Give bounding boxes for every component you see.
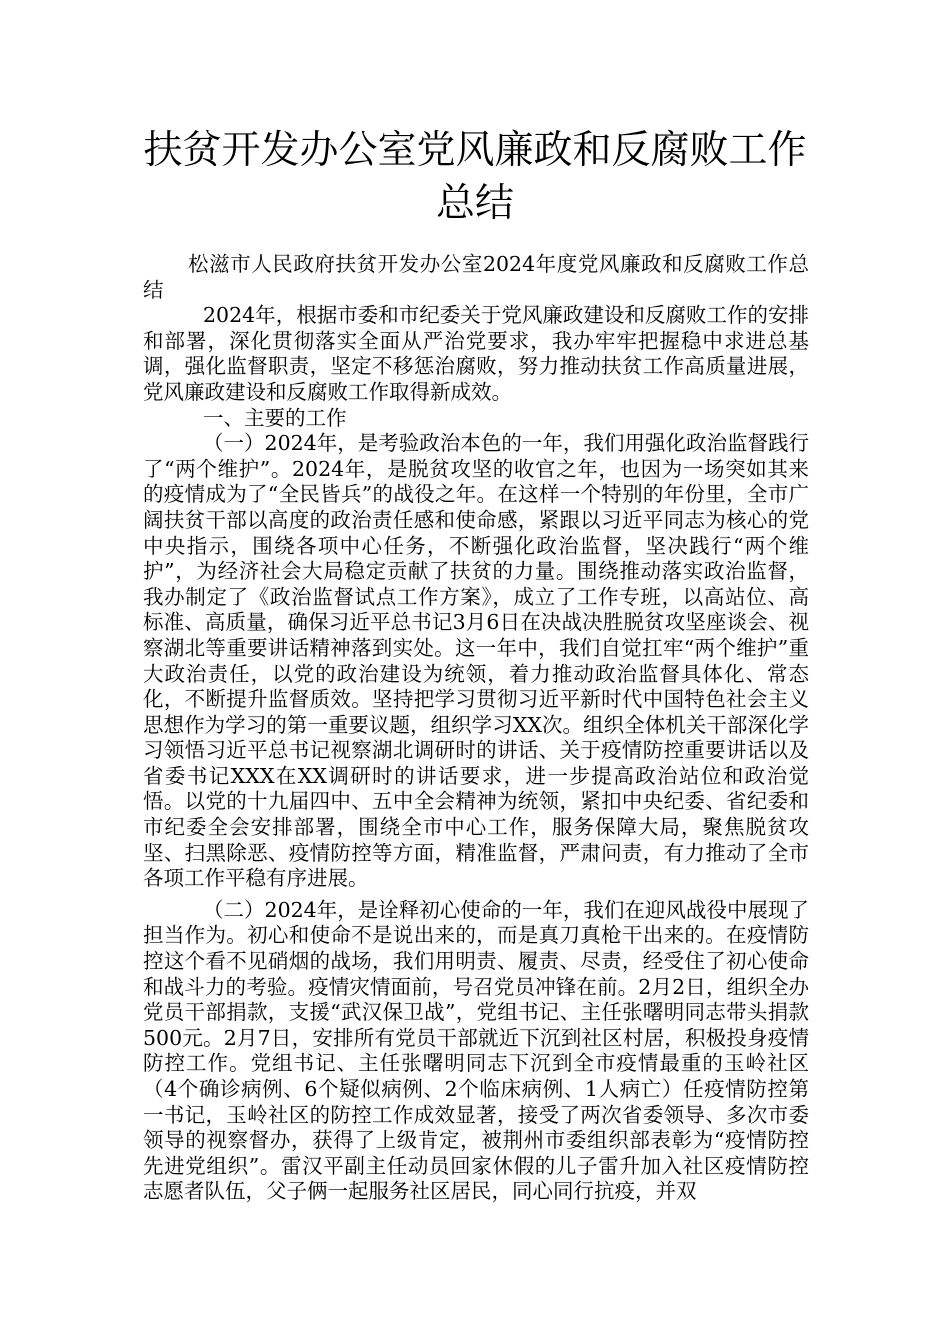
item-one-paragraph: （一）2024年，是考验政治本色的一年，我们用强化政治监督践行了“两个维护”。2024年，是脱贫攻坚的收官之年，也因为一场突如其来的疫情成为了“全民皆兵”的战役之年。在这样一个特别的年份里，全市广阔扶贫干部以高度的政治责任感和使命感，紧跟以习近平同志为核心的党中央指示，围绕各项中心任务，不断强化政治监督，坚决践行“两个维护”，为经济社会大局稳定贡献了扶贫的力量。围绕推动落实政治监督，我办制定了《政治监督试点工作方案》，成立了工作专班，以高站位、高标准、高质量，确保习近平总书记3月6日在决战决胜脱贫攻坚座谈会、视察湖北等重要讲话精神落到实处。这一年中，我们自觉扛牢“两个维护”重大政治责任，以党的政治建设为统领，着力推动政治监督具体化、常态化，不断提升监督质效。坚持把学习贯彻习近平新时代中国特色社会主义思想作为学习的第一重要议题，组织学习XX次。组织全体机关干部深化学习领悟习近平总书记视察湖北调研时的讲话、关于疫情防控重要讲话以及省委书记XXX在XX调研时的讲话要求，进一步提高政治站位和政治觉悟。以党的十九届四中、五中全会精神为统领，紧扣中央纪委、省纪委和市纪委全会安排部署，围绕全市中心工作，服务保障大局，聚焦脱贫攻坚、扫黑除恶、疫情防控等方面，精准监督，严肃问责，有力推动了全市各项工作平稳有序进展。 <box>143 431 809 891</box>
document-body <box>143 252 809 1205</box>
document-title: 扶贫开发办公室党风廉政和反腐败工作总结 <box>143 128 807 226</box>
item-two-paragraph: （二）2024年，是诠释初心使命的一年，我们在迎风战役中展现了担当作为。初心和使命不是说出来的，而是真刀真枪干出来的。在疫情防控这个看不见硝烟的战场，我们用明责、履责、尽责，经受住了初心使命和战斗力的考验。疫情灾情面前，号召党员冲锋在前。2月2日，组织全办党员干部捐款，支援“武汉保卫战”，党组书记、主任张曙明同志带头捐款500元。2月7日，安排所有党员干部就近下沉到社区村居，积极投身疫情防控工作。党组书记、主任张曙明同志下沉到全市疫情最重的玉岭社区（4个确诊病例、6个疑似病例、2个临床病例、1人病亡）任疫情防控第一书记，玉岭社区的防控工作成效显著，接受了两次省委领导、多次市委领导的视察督办，获得了上级肯定，被荆州市委组织部表彰为“疫情防控先进党组织”。雷汉平副主任动员回家休假的儿子雷升加入社区疫情防控志愿者队伍，父子俩一起服务社区居民，同心同行抗疫，并双 <box>143 897 809 1204</box>
intro-paragraph: 2024年，根据市委和市纪委关于党风廉政建设和反腐败工作的安排和部署，深化贯彻落实全面从严治党要求，我办牢牢把握稳中求进总基调，强化监督职责，坚定不移惩治腐败，努力推动扶贫工作高质量进展，党风廉政建设和反腐败工作取得新成效。 <box>143 303 809 404</box>
document-subtitle: 松滋市人民政府扶贫开发办公室2024年度党风廉政和反腐败工作总结 <box>143 252 809 302</box>
section-heading: 一、主要的工作 <box>203 405 347 430</box>
